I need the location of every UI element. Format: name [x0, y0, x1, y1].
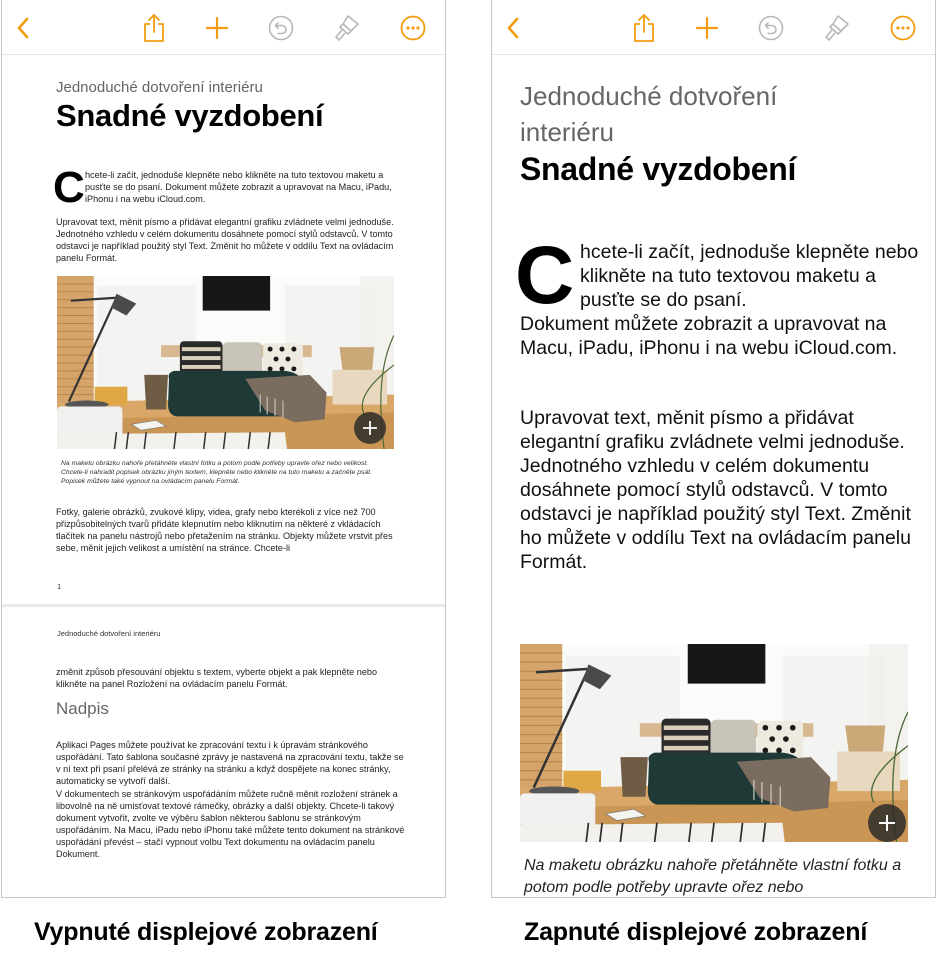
insert-button[interactable]: [202, 12, 232, 44]
insert-button[interactable]: [692, 12, 722, 44]
body-paragraph-style[interactable]: Upravovat text, měnit písmo a přidávat elegantní grafiku zvládnete velmi jednoduše. Jednotného vzhledu v celém dokumentu dosáhnete pomocí stylů odstavců. V tomto odstavci je například použitý styl Text. Změnit ho můžete v oddílu Text na ovládacím panelu Formát.: [520, 407, 911, 573]
chevron-left-icon: [505, 16, 521, 40]
caption-line-1: Na maketu obrázku nahoře přetáhněte vlastní fotku a potom podle potřeby upravte ořez nebo velikost.: [61, 460, 369, 467]
caption-display-view-on: Zapnuté displejové zobrazení: [524, 918, 868, 946]
document-subtitle[interactable]: Jednoduché dotvoření interiéru: [56, 79, 263, 96]
plus-icon: [362, 420, 378, 436]
toolbar: [2, 0, 445, 55]
section-heading[interactable]: Nadpis: [56, 699, 109, 718]
replace-image-button[interactable]: [354, 412, 386, 444]
more-button[interactable]: [888, 12, 918, 44]
undo-button[interactable]: [756, 12, 786, 44]
format-button[interactable]: [822, 12, 852, 44]
page-number: 1: [57, 582, 62, 591]
page-layout-paragraph[interactable]: V dokumentech se stránkovým uspořádáním můžete ručně měnit rozložení stránek a libovolně na ně umisťovat textové rámečky, obrázky a další objekty. Chcete-li takový dokument vytvořit, zvolte ve výběru šablon některou šablonu se stránkovým uspořádáním. Na Macu, iPadu nebo iPhonu také můžete tento dokument na stránkové uspořádání převést – stačí vypnout volbu Text dokumentu na ovládacím panelu Dokument.: [56, 789, 405, 859]
phone-screen-display-view-off: [1, 0, 446, 898]
document-subtitle[interactable]: Jednoduché dotvoření interiéru: [520, 81, 778, 147]
caption-display-view-off: Vypnuté displejové zobrazení: [34, 918, 378, 946]
plus-icon: [878, 814, 896, 832]
plus-icon: [695, 16, 719, 40]
chevron-left-icon: [15, 16, 31, 40]
undo-icon: [758, 15, 784, 41]
document-title[interactable]: Snadné vyzdobení: [520, 151, 797, 187]
layout-paragraph[interactable]: změnit způsob přesouvání objektu s textem, vyberte objekt a pak klepněte nebo klikněte na panel Rozložení na ovládacím panelu Formát.: [56, 667, 377, 689]
drop-cap: C: [53, 163, 85, 212]
more-button[interactable]: [398, 12, 428, 44]
word-processing-paragraph[interactable]: Aplikaci Pages můžete používat ke zpracování textu i k úpravám stránkového uspořádání. Tato šablona současné zprávy je nastavená na zpracování textu, takže se v ní text při psaní přelévá ze stránky na stránku a když dospějete na konec stránky, automaticky se vytvoří další.: [56, 740, 404, 786]
plus-icon: [205, 16, 229, 40]
share-icon: [632, 13, 656, 43]
replace-image-button[interactable]: [868, 804, 906, 842]
drop-cap: C: [515, 230, 575, 321]
share-icon: [142, 13, 166, 43]
caption-line-2: Chcete-li nahradit popisek obrázku jiným textem, klepněte nebo klikněte na tuto maketu a začněte psát. Popisek můžete také vypnout na ovládacím panelu Formát.: [61, 469, 372, 485]
living-room-photo: [57, 276, 394, 449]
image-caption[interactable]: [61, 459, 396, 486]
image-caption[interactable]: Na maketu obrázku nahoře přetáhněte vlastní fotku a potom podle potřeby upravte ořez nebo: [524, 857, 902, 896]
image-placeholder[interactable]: [520, 644, 908, 842]
phone-screen-display-view-on: [491, 0, 936, 898]
intro-paragraph-rest[interactable]: Dokument můžete zobrazit a upravovat na Macu, iPadu, iPhonu i na webu iCloud.com.: [520, 313, 898, 359]
body-paragraph-style[interactable]: Upravovat text, měnit písmo a přidávat elegantní grafiku zvládnete velmi jednoduše. Jednotného vzhledu v celém dokumentu dosáhnete pomocí stylů odstavců. V tomto odstavci je například použitý styl Text. Změnit ho můžete v oddílu Text na ovládacím panelu Formát.: [56, 217, 394, 263]
intro-paragraph-indented[interactable]: hcete-li začít, jednoduše klepněte nebo klikněte na tuto textovou maketu a pusťte se do psaní.: [580, 241, 919, 311]
image-placeholder[interactable]: [57, 276, 394, 449]
share-button[interactable]: [139, 12, 169, 44]
share-button[interactable]: [629, 12, 659, 44]
page-break-divider: [2, 604, 445, 607]
paintbrush-icon: [824, 14, 850, 42]
ellipsis-circle-icon: [400, 15, 426, 41]
undo-button[interactable]: [266, 12, 296, 44]
page-header: Jednoduché dotvoření interiéru: [57, 629, 161, 638]
undo-icon: [268, 15, 294, 41]
document-title[interactable]: Snadné vyzdobení: [56, 98, 324, 133]
objects-paragraph[interactable]: Fotky, galerie obrázků, zvukové klipy, videa, grafy nebo kterékoli z více než 700 přizpůsobitelných tvarů přidáte klepnutím nebo kliknutím na některé z vkládacích tlačítek na panelu nástrojů nebo přetažením na stránku. Objekty můžete vrstvit přes sebe, měnit jejich velikost a umístění na stránce. Chcete-li: [56, 507, 393, 553]
living-room-photo: [520, 644, 908, 842]
back-button[interactable]: [498, 12, 528, 44]
paintbrush-icon: [334, 14, 360, 42]
ellipsis-circle-icon: [890, 15, 916, 41]
toolbar: [492, 0, 935, 55]
back-button[interactable]: [8, 12, 38, 44]
intro-paragraph[interactable]: hcete-li začít, jednoduše klepněte nebo klikněte na tuto textovou maketu a pusťte se do psaní. Dokument můžete zobrazit a upravovat na Macu, iPadu, iPhonu i na webu iCloud.com.: [85, 170, 392, 204]
format-button[interactable]: [332, 12, 362, 44]
